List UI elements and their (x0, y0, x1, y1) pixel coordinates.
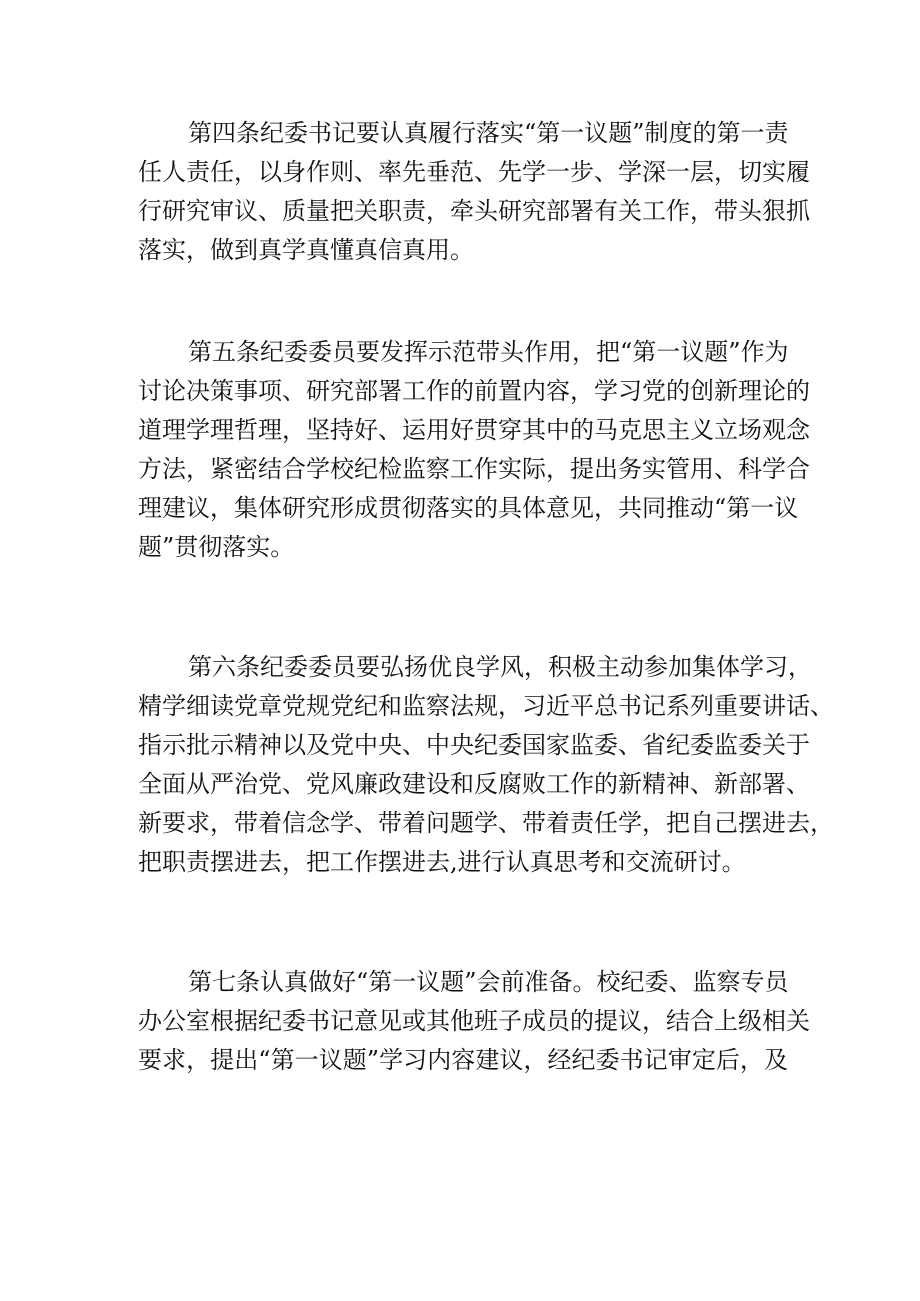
text-line: 办公室根据纪委书记意见或其他班子成员的提议，结合上级相关 (138, 1007, 810, 1035)
paragraph-article-4 (138, 114, 810, 270)
text-line: 方法，紧密结合学校纪检监察工作实际，提出务实管用、科学合 (138, 455, 810, 483)
text-line: 精学细读党章党规党纪和监察法规，习近平总书记系列重要讲话、 (138, 692, 834, 720)
text-line: 要求，提出“第一议题”学习内容建议，经纪委书记审定后，及 (138, 1046, 788, 1074)
text-line: 落实，做到真学真懂真信真用。 (138, 236, 474, 264)
text-line: 任人责任，以身作则、率先垂范、先学一步、学深一层，切实履 (138, 158, 810, 186)
paragraph-article-5 (138, 333, 810, 567)
text-line: 道理学理哲理，坚持好、运用好贯穿其中的马克思主义立场观念 (138, 416, 810, 444)
text-line: 理建议，集体研究形成贯彻落实的具体意见，共同推动“第一议 (138, 494, 799, 522)
text-line: 把职责摆进去，把工作摆进去,进行认真思考和交流研讨。 (138, 848, 746, 876)
text-line: 题”贯彻落实。 (138, 533, 295, 561)
text-line: 指示批示精神以及党中央、中央纪委国家监委、省纪委监委关于 (138, 731, 810, 759)
text-line: 第四条纪委书记要认真履行落实“第一议题”制度的第一责 (188, 119, 789, 147)
text-line: 行研究审议、质量把关职责，牵头研究部署有关工作，带头狠抓 (138, 197, 810, 225)
text-line: 讨论决策事项、研究部署工作的前置内容，学习党的创新理论的 (138, 377, 810, 405)
text-line: 第五条纪委委员要发挥示范带头作用，把“第一议题”作为 (188, 338, 789, 366)
paragraph-article-7 (138, 963, 810, 1080)
text-line: 全面从严治党、党风廉政建设和反腐败工作的新精神、新部署、 (138, 770, 810, 798)
paragraph-article-6 (138, 648, 834, 882)
text-line: 第六条纪委委员要弘扬优良学风，积极主动参加集体学习， (188, 653, 812, 681)
text-line: 新要求，带着信念学、带着问题学、带着责任学，把自己摆进去， (138, 809, 834, 837)
text-line: 第七条认真做好“第一议题”会前准备。校纪委、监察专员 (188, 968, 789, 996)
